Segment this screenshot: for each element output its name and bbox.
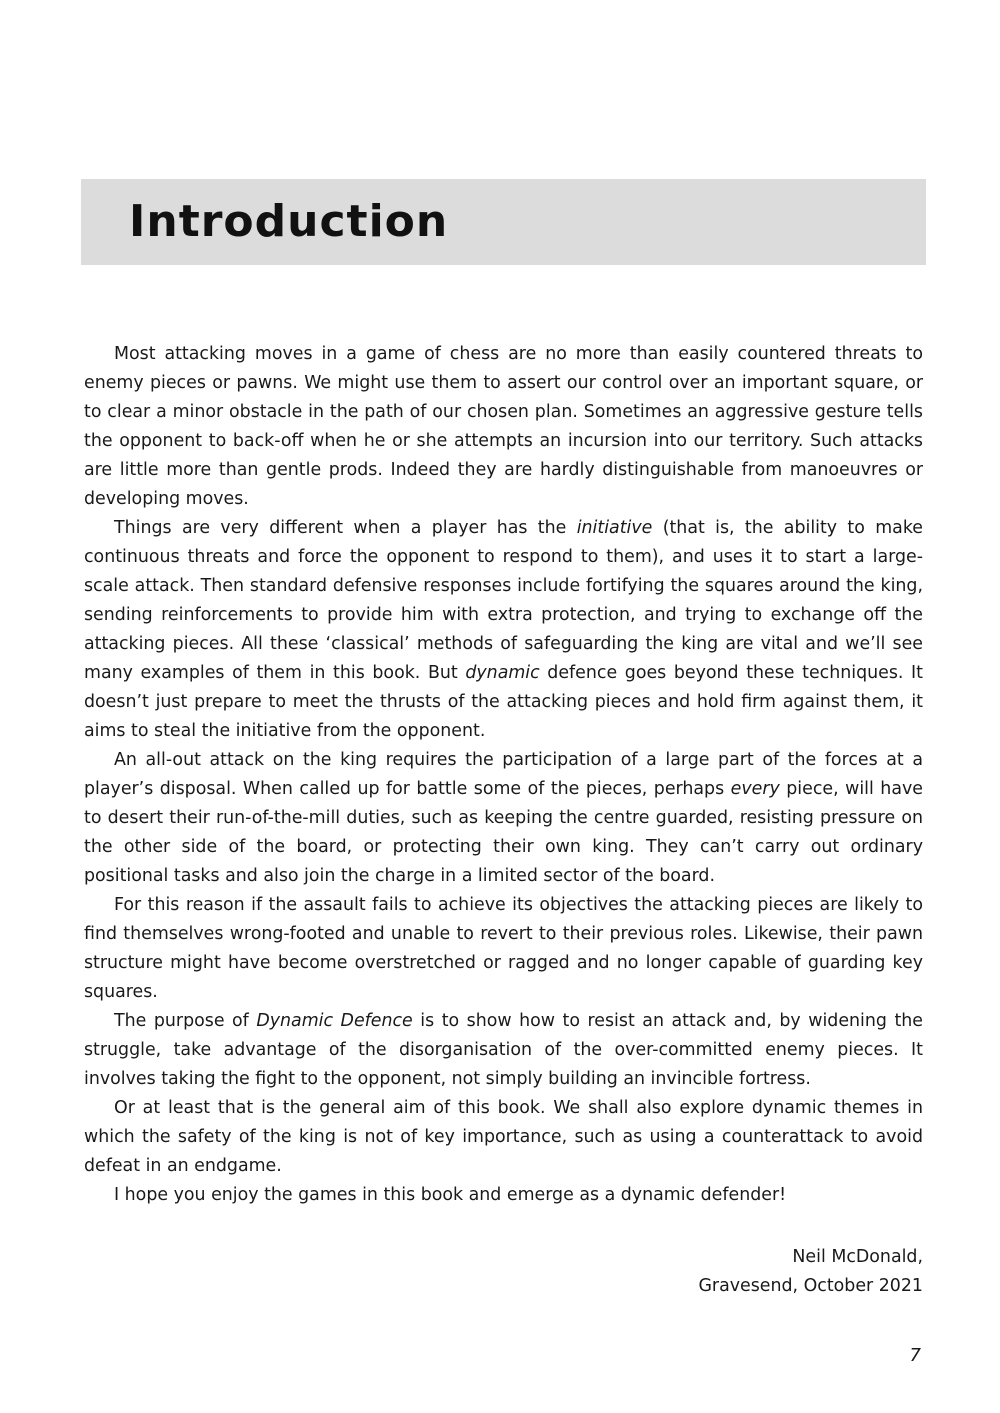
chapter-title-band <box>81 179 926 265</box>
paragraph-text: (that is, the ability to make continuous threats and force the opponent to respond to them), and uses it to start a large-scale attack. Then standard defensive responses include fortifying the squares around the king, sending reinforcements to provide him with extra protection, and trying to exchange off the attacking pieces. All these ‘classical’ methods of safeguarding the king are vital and we’ll see many examples of them in this book. But <box>84 518 923 683</box>
italic-text: initiative <box>576 518 653 538</box>
paragraph-text: The purpose of <box>114 1011 257 1031</box>
body-paragraph <box>84 514 923 746</box>
author-signature <box>698 1243 923 1301</box>
paragraph-text: An all-out attack on the king requires the participation of a large part of the forces at a player’s disposal. When called up for battle some of the pieces, perhaps <box>84 750 923 799</box>
body-paragraph <box>84 340 923 514</box>
page-number: 7 <box>909 1345 921 1366</box>
paragraph-text: is to show how to resist an attack and, by widening the struggle, take advantage of the disorganisation of the over-committed enemy pieces. It involves taking the fight to the opponent, not simply building an invincible fortress. <box>84 1011 923 1089</box>
body-paragraph <box>84 1181 923 1210</box>
body-paragraph <box>84 891 923 1007</box>
chapter-title: Introduction <box>129 196 449 247</box>
paragraph-text: defence goes beyond these techniques. It doesn’t just prepare to meet the thrusts of the attacking pieces and hold firm against them, it aims to steal the initiative from the opponent. <box>84 663 923 741</box>
paragraph-text: I hope you enjoy the games in this book and emerge as a dynamic defender! <box>114 1185 787 1205</box>
body-paragraph <box>84 1007 923 1094</box>
italic-text: dynamic <box>465 663 540 683</box>
italic-text: Dynamic Defence <box>256 1011 413 1031</box>
author-name: Neil McDonald, <box>792 1247 923 1267</box>
paragraph-text: Or at least that is the general aim of this book. We shall also explore dynamic themes in which the safety of the king is not of key importance, such as using a counterattack to avoid defeat in an endgame. <box>84 1098 923 1176</box>
paragraph-text: Things are very different when a player has the <box>114 518 577 538</box>
place-and-date: Gravesend, October 2021 <box>698 1276 923 1296</box>
paragraph-text: For this reason if the assault fails to achieve its objectives the attacking pieces are likely to find themselves wrong-footed and unable to revert to their previous roles. Likewise, their pawn structure might have become overstretched or ragged and no longer capable of guarding key squares. <box>84 895 923 1002</box>
paragraph-text: Most attacking moves in a game of chess are no more than easily countered threats to enemy pieces or pawns. We might use them to assert our control over an important square, or to clear a minor obstacle in the path of our chosen plan. Sometimes an aggressive gesture tells the opponent to back-off when he or she attempts an incursion into our territory. Such attacks are little more than gentle prods. Indeed they are hardly distinguishable from manoeuvres or developing moves. <box>84 344 923 509</box>
italic-text: every <box>730 779 780 799</box>
introduction-body <box>84 340 923 1210</box>
paragraph-text: piece, will have to desert their run-of-the-mill duties, such as keeping the centre guarded, resisting pressure on the other side of the board, or protecting their own king. They can’t carry out ordinary positional tasks and also join the charge in a limited sector of the board. <box>84 779 923 886</box>
body-paragraph <box>84 1094 923 1181</box>
body-paragraph <box>84 746 923 891</box>
